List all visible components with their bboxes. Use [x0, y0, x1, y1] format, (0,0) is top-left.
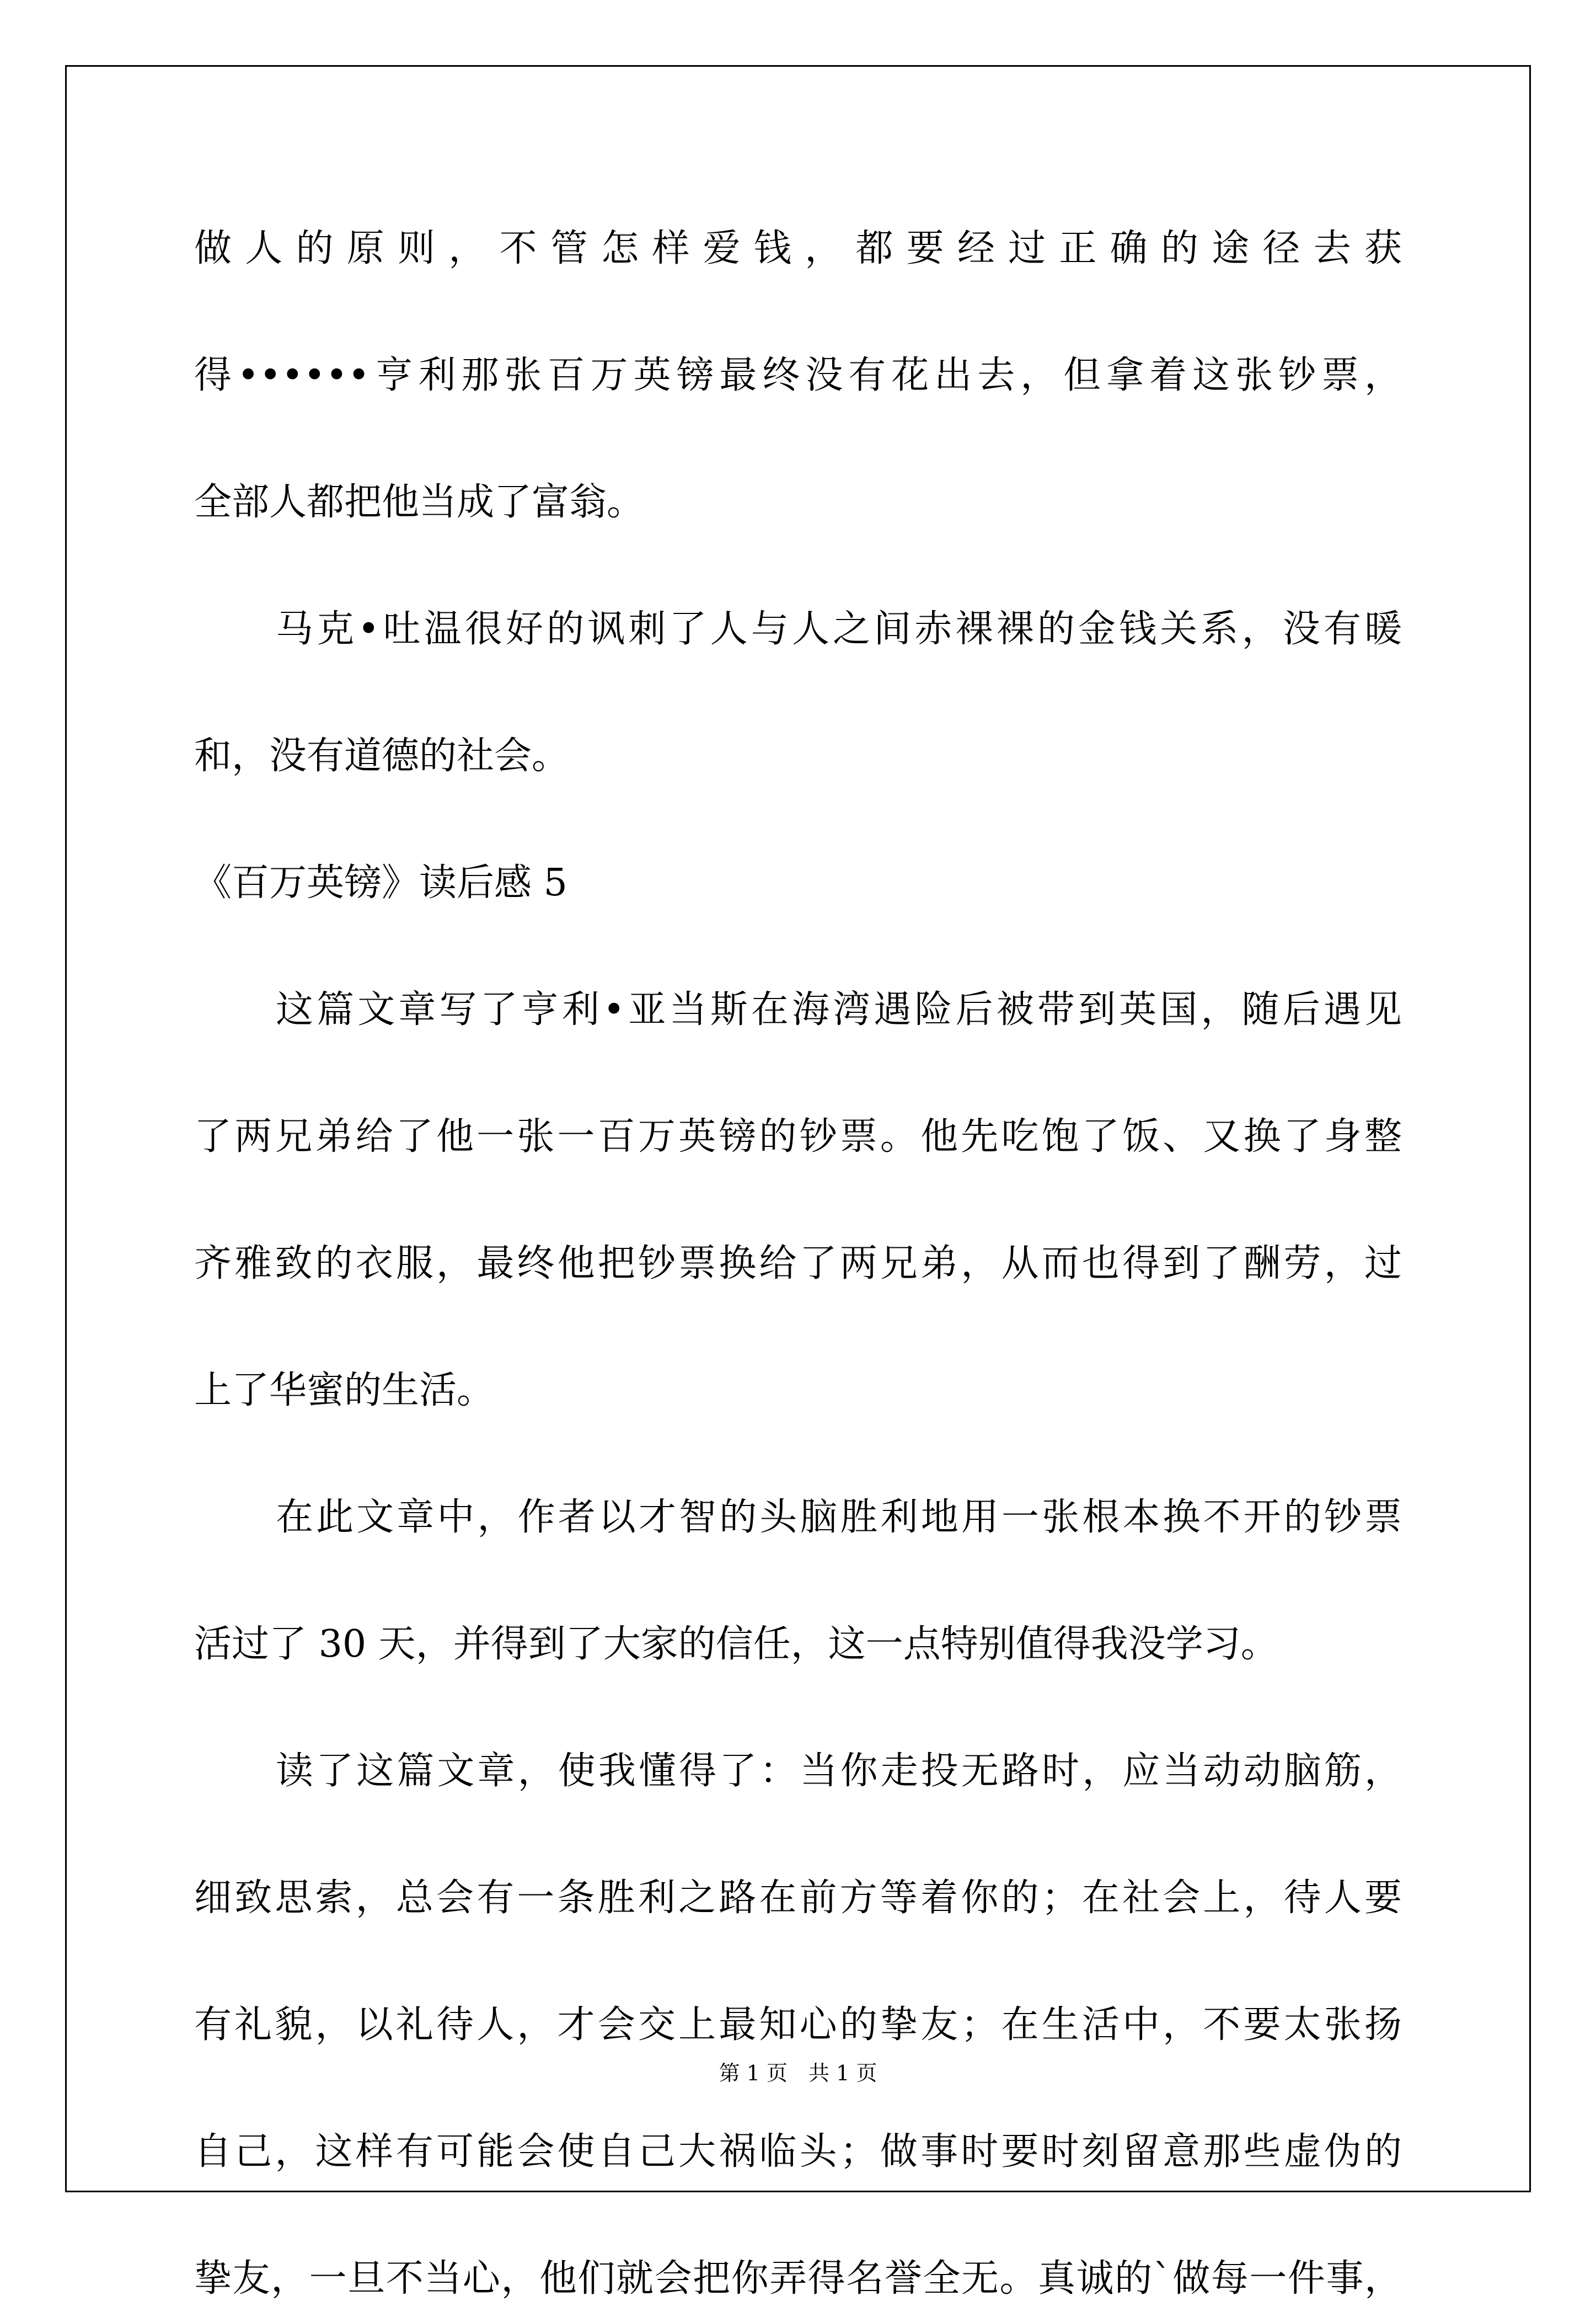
- text-line-7: 这篇文章写了亨利•亚当斯在海湾遇险后被带到英国，随后遇见: [276, 988, 1402, 1032]
- text-line-16: 自己，这样有可能会使自己大祸临头；做事时要时刻留意那些虚伪的: [194, 2130, 1402, 2174]
- text-line-11: 在此文章中，作者以才智的头脑胜利地用一张根本换不开的钞票: [276, 1496, 1402, 1539]
- text-line-12: 活过了 30 天，并得到了大家的信任，这一点特别值得我没学习。: [194, 1622, 1278, 1666]
- text-line-15: 有礼貌，以礼待人，才会交上最知心的挚友；在生活中，不要太张扬: [194, 2003, 1402, 2047]
- page-footer: 第 1 页 共 1 页: [719, 2061, 877, 2085]
- text-line-8: 了两兄弟给了他一张一百万英镑的钞票。他先吃饱了饭、又换了身整: [194, 1115, 1402, 1158]
- text-line-4: 马克•吐温很好的讽刺了人与人之间赤裸裸的金钱关系，没有暖: [276, 607, 1402, 651]
- text-line-5: 和，没有道德的社会。: [194, 734, 570, 778]
- text-line-14: 细致思索，总会有一条胜利之路在前方等着你的；在社会上，待人要: [194, 1876, 1402, 1920]
- text-line-10: 上了华蜜的生活。: [194, 1369, 495, 1412]
- text-line-2: 得••••••亨利那张百万英镑最终没有花出去，但拿着这张钞票，: [194, 354, 1402, 397]
- section-heading: 《百万英镑》读后感 5: [194, 861, 567, 905]
- text-line-9: 齐雅致的衣服，最终他把钞票换给了两兄弟，从而也得到了酬劳，过: [194, 1242, 1402, 1285]
- text-line-13: 读了这篇文章，使我懂得了：当你走投无路时，应当动动脑筋，: [276, 1749, 1402, 1793]
- text-line-17: 挚友，一旦不当心，他们就会把你弄得名誉全无。真诚的`做每一件事，: [194, 2257, 1402, 2300]
- text-line-3: 全部人都把他当成了富翁。: [194, 480, 645, 524]
- text-line-1: 做人的原则，不管怎样爱钱，都要经过正确的途径去获: [194, 227, 1402, 270]
